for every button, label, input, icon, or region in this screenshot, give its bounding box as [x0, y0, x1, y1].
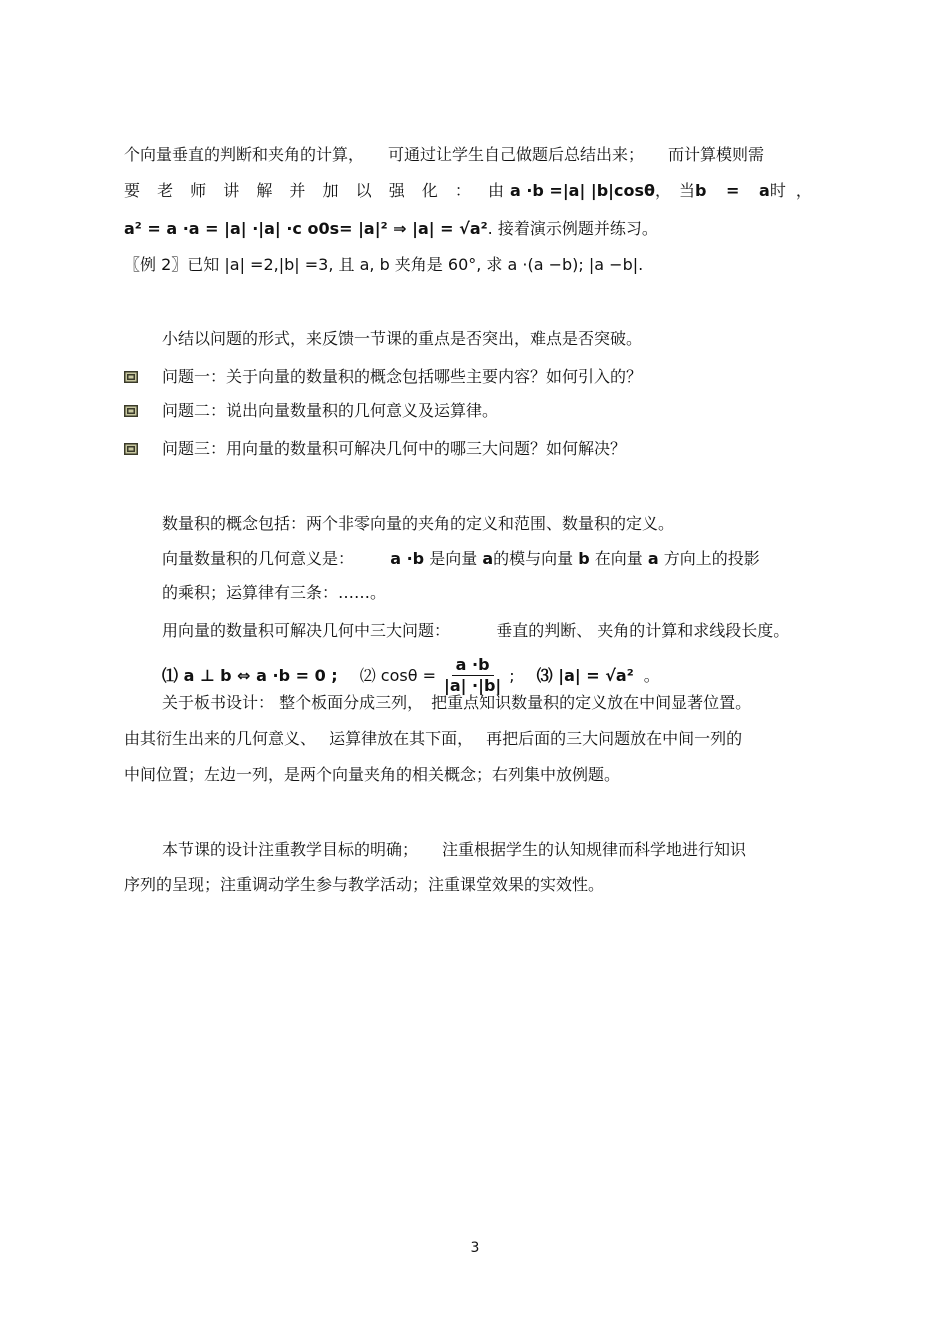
text: 的模与向量	[493, 549, 574, 568]
question-item-2	[124, 400, 498, 422]
paragraph-line-1	[124, 144, 764, 166]
dot-product-formula: a ·b =|a| |b|cosθ	[509, 181, 656, 200]
text: 方向上的投影	[663, 549, 760, 568]
board-line-1	[162, 692, 751, 714]
vector-a: a	[647, 549, 659, 568]
cos-label: ⑵ cosθ =	[359, 665, 436, 685]
text: 序列的呈现；注重调动学生参与教学活动；注重课堂效果的实效性。	[124, 875, 605, 894]
text: 在向量	[594, 549, 643, 568]
question-item-1	[124, 366, 642, 388]
text: 。	[643, 665, 660, 685]
vector-b: b	[578, 549, 590, 568]
text: 问题三：用向量的数量积可解决几何中的哪三大问题？如何解决？	[162, 439, 627, 458]
fraction-numerator: a ·b	[452, 655, 494, 676]
text: 个向量垂直的判断和夹角的计算， 可通过让学生自己做题后总结出来； 而计算模则需	[124, 145, 765, 164]
text: ;	[509, 665, 515, 685]
summary-intro	[162, 328, 642, 350]
text: 小结以问题的形式，来反馈一节课的重点是否突出，难点是否突破。	[162, 329, 643, 348]
formula-row	[162, 655, 660, 696]
perpendicular-formula: ⑴ a ⊥ b ⇔ a ·b = 0 ;	[162, 665, 338, 685]
square-spiral-icon	[124, 405, 138, 417]
summary-line-1	[162, 839, 746, 861]
text: 本节课的设计注重教学目标的明确； 注重根据学生的认知规律而科学地进行知识	[162, 840, 747, 859]
cos-fraction	[444, 655, 501, 696]
text: 垂直的判断、 夹角的计算和求线段长度。	[496, 621, 790, 640]
vector-a: a	[482, 549, 494, 568]
content-line-1	[162, 513, 674, 535]
length-formula: ⑶ |a| = √a²	[536, 665, 634, 685]
text: 问题二：说出向量数量积的几何意义及运算律。	[162, 401, 499, 420]
question-item-3	[124, 438, 626, 460]
board-line-3	[124, 764, 620, 786]
text: ， 当	[655, 181, 696, 200]
text: 关于板书设计： 整个板面分成三列， 把重点知识数量积的定义放在中间显著位置。	[162, 693, 752, 712]
text: 是向量	[429, 549, 478, 568]
page-number: 3	[470, 1240, 480, 1256]
modulus-formula: a² = a ·a = |a| ·|a| ·c o0s= |a|² ⇒ |a| = √a²	[124, 219, 488, 238]
text: 要 老 师 讲 解 并 加 以 强 化 ： 由	[124, 181, 510, 200]
example-label: 〖例 2〗已知	[124, 255, 220, 274]
fraction-denominator: |a| ·|b|	[443, 676, 502, 695]
example-formula: |a| =2,|b| =3, 且 a, b 夹角是 60°, 求 a ·(a −b); |a −b|.	[224, 255, 644, 274]
text: . 接着演示例题并练习。	[487, 219, 658, 238]
text: 用向量的数量积可解决几何中三大问题：	[162, 621, 451, 640]
text: 问题一：关于向量的数量积的概念包括哪些主要内容？如何引入的？	[162, 367, 643, 386]
example-2	[124, 254, 643, 276]
paragraph-line-3	[124, 218, 658, 240]
dot-product: a ·b	[390, 549, 425, 568]
content-line-2b	[162, 582, 386, 604]
board-line-2	[124, 728, 742, 750]
square-spiral-icon	[124, 371, 138, 383]
equality-formula: b = a	[695, 181, 770, 200]
text: 中间位置；左边一列，是两个向量夹角的相关概念；右列集中放例题。	[124, 765, 621, 784]
square-spiral-icon	[124, 443, 138, 455]
text: 时，	[769, 181, 822, 200]
content-line-3	[162, 620, 789, 642]
text: 向量数量积的几何意义是：	[162, 549, 355, 568]
text: 由其衍生出来的几何意义、 运算律放在其下面， 再把后面的三大问题放在中间一列的	[124, 729, 743, 748]
paragraph-line-2	[124, 180, 822, 202]
text: 的乘积；运算律有三条：……。	[162, 583, 387, 602]
text: 数量积的概念包括：两个非零向量的夹角的定义和范围、数量积的定义。	[162, 514, 675, 533]
summary-line-2	[124, 874, 604, 896]
content-line-2	[162, 548, 760, 570]
